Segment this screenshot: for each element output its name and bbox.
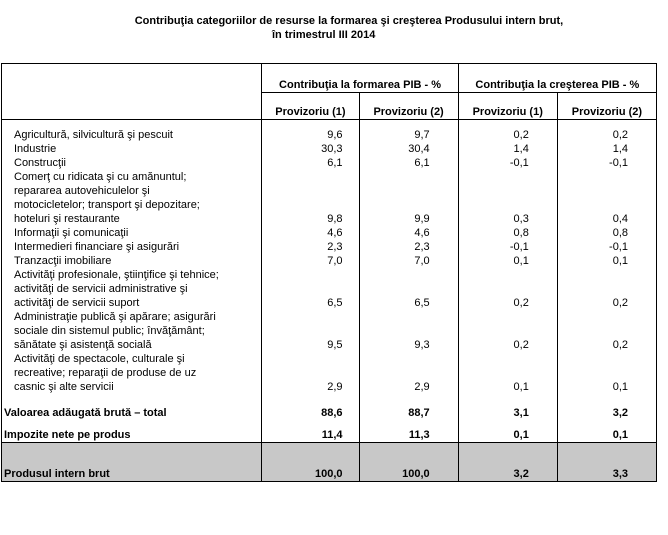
- row-label-line: repararea autovehiculelor şi: [14, 185, 150, 197]
- value-cell: 1,4: [458, 142, 557, 156]
- value-cell: -0,1: [458, 156, 557, 170]
- value-cell: 0,8: [458, 226, 557, 240]
- value-cell: 9,3: [359, 310, 458, 352]
- value-cell: 0,8: [557, 226, 656, 240]
- value-cell: 4,6: [262, 226, 359, 240]
- value-cell: 2,3: [359, 240, 458, 254]
- table-row: [2, 240, 657, 254]
- table-row: [2, 128, 657, 142]
- value-cell: 9,6: [262, 128, 359, 142]
- row-label: [2, 352, 262, 394]
- value-cell: 0,1: [458, 352, 557, 394]
- total-value-cell: 11,4: [262, 420, 359, 443]
- row-label-line: Intermedieri financiare şi asigurări: [14, 241, 180, 253]
- row-label: [2, 170, 262, 226]
- table-row: [2, 226, 657, 240]
- value-cell: 9,8: [262, 170, 359, 226]
- header-blank-cell: [2, 64, 262, 120]
- subheader-cell: Provizoriu (2): [557, 93, 656, 120]
- row-label: [2, 156, 262, 170]
- total-value-cell: 3,2: [557, 398, 656, 420]
- row-label-line: sănătate şi asistenţă socială: [14, 339, 152, 351]
- total-value-cell: 88,6: [262, 398, 359, 420]
- value-cell: 0,2: [557, 128, 656, 142]
- total-value-cell: 0,1: [557, 420, 656, 443]
- total-value-cell: 11,3: [359, 420, 458, 443]
- total-row: [2, 420, 657, 443]
- spacer-cell: [359, 120, 458, 129]
- row-label-line: Industrie: [14, 143, 57, 155]
- row-label-line: Construcţii: [14, 157, 66, 169]
- title-line-1: Contribuţia categoriilor de resurse la formarea şi creşterea Produsului intern brut,: [134, 15, 564, 27]
- value-cell: 2,3: [262, 240, 359, 254]
- value-cell: 4,6: [359, 226, 458, 240]
- row-label-line: Tranzacţii imobiliare: [14, 255, 112, 267]
- spacer-cell: [557, 120, 656, 129]
- spacer-cell: [458, 120, 557, 129]
- value-cell: 1,4: [557, 142, 656, 156]
- table-title: [0, 14, 668, 42]
- value-cell: 6,1: [262, 156, 359, 170]
- row-label: [2, 226, 262, 240]
- value-cell: 0,4: [557, 170, 656, 226]
- row-label-line: activităţi de servicii administrative şi: [14, 283, 188, 295]
- spacer-cell: [262, 120, 359, 129]
- spacer-cell: [2, 120, 262, 129]
- value-cell: -0,1: [557, 240, 656, 254]
- row-label-line: sociale din sistemul public; învăţământ;: [14, 325, 205, 337]
- total-label: Impozite nete pe produs: [2, 420, 262, 443]
- header-growth: Contribuţia la creşterea PIB - %: [458, 64, 656, 93]
- row-label-line: Comerţ cu ridicata şi cu amănuntul;: [14, 171, 187, 183]
- value-cell: 0,3: [458, 170, 557, 226]
- gdp-contribution-table: [1, 63, 657, 482]
- value-cell: 0,2: [458, 310, 557, 352]
- row-label: [2, 240, 262, 254]
- gdp-row: [2, 443, 657, 482]
- total-value-cell: 3,1: [458, 398, 557, 420]
- gdp-value-cell: 3,2: [458, 443, 557, 482]
- value-cell: 7,0: [359, 254, 458, 268]
- table-row: [2, 142, 657, 156]
- gdp-value-cell: 100,0: [359, 443, 458, 482]
- row-label-line: Activităţi profesionale, ştiinţifice şi tehnice;: [14, 269, 219, 281]
- gdp-value-cell: 3,3: [557, 443, 656, 482]
- row-label: [2, 268, 262, 310]
- value-cell: 0,2: [458, 268, 557, 310]
- header-formation: Contribuţia la formarea PIB - %: [262, 64, 458, 93]
- value-cell: 7,0: [262, 254, 359, 268]
- value-cell: 9,5: [262, 310, 359, 352]
- row-label-line: activităţi de servicii suport: [14, 297, 140, 309]
- table-row: [2, 170, 657, 226]
- value-cell: 30,3: [262, 142, 359, 156]
- row-label: [2, 254, 262, 268]
- row-label-line: hoteluri şi restaurante: [14, 213, 120, 225]
- title-line-2: în trimestrul III 2014: [272, 29, 376, 41]
- row-label-line: Informaţii şi comunicaţii: [14, 227, 129, 239]
- table-row: [2, 268, 657, 310]
- table-row: [2, 156, 657, 170]
- row-label: [2, 310, 262, 352]
- value-cell: 9,7: [359, 128, 458, 142]
- row-label-line: Activităţi de spectacole, culturale şi: [14, 353, 185, 365]
- table-row: [2, 310, 657, 352]
- total-value-cell: 88,7: [359, 398, 458, 420]
- table-row: [2, 254, 657, 268]
- row-label: [2, 128, 262, 142]
- value-cell: 30,4: [359, 142, 458, 156]
- row-label-line: Administraţie publică şi apărare; asigurări: [14, 311, 216, 323]
- subheader-cell: Provizoriu (1): [458, 93, 557, 120]
- value-cell: 9,9: [359, 170, 458, 226]
- value-cell: 0,1: [458, 254, 557, 268]
- value-cell: 0,1: [557, 254, 656, 268]
- row-label-line: Agricultură, silvicultură şi pescuit: [14, 129, 173, 141]
- row-label: [2, 142, 262, 156]
- value-cell: -0,1: [557, 156, 656, 170]
- row-label-line: recreative; reparaţii de produse de uz: [14, 367, 197, 379]
- total-label: Valoarea adăugată brută – total: [2, 398, 262, 420]
- value-cell: 6,1: [359, 156, 458, 170]
- value-cell: 2,9: [262, 352, 359, 394]
- row-label-line: casnic şi alte servicii: [14, 381, 114, 393]
- value-cell: 6,5: [359, 268, 458, 310]
- table-row: [2, 352, 657, 394]
- gdp-value-cell: 100,0: [262, 443, 359, 482]
- value-cell: -0,1: [458, 240, 557, 254]
- total-row: [2, 398, 657, 420]
- total-value-cell: 0,1: [458, 420, 557, 443]
- value-cell: 0,1: [557, 352, 656, 394]
- subheader-cell: Provizoriu (1): [262, 93, 359, 120]
- subheader-cell: Provizoriu (2): [359, 93, 458, 120]
- gdp-label: Produsul intern brut: [2, 443, 262, 482]
- value-cell: 2,9: [359, 352, 458, 394]
- row-label-line: motocicletelor; transport şi depozitare;: [14, 199, 200, 211]
- value-cell: 0,2: [557, 268, 656, 310]
- value-cell: 6,5: [262, 268, 359, 310]
- value-cell: 0,2: [458, 128, 557, 142]
- value-cell: 0,2: [557, 310, 656, 352]
